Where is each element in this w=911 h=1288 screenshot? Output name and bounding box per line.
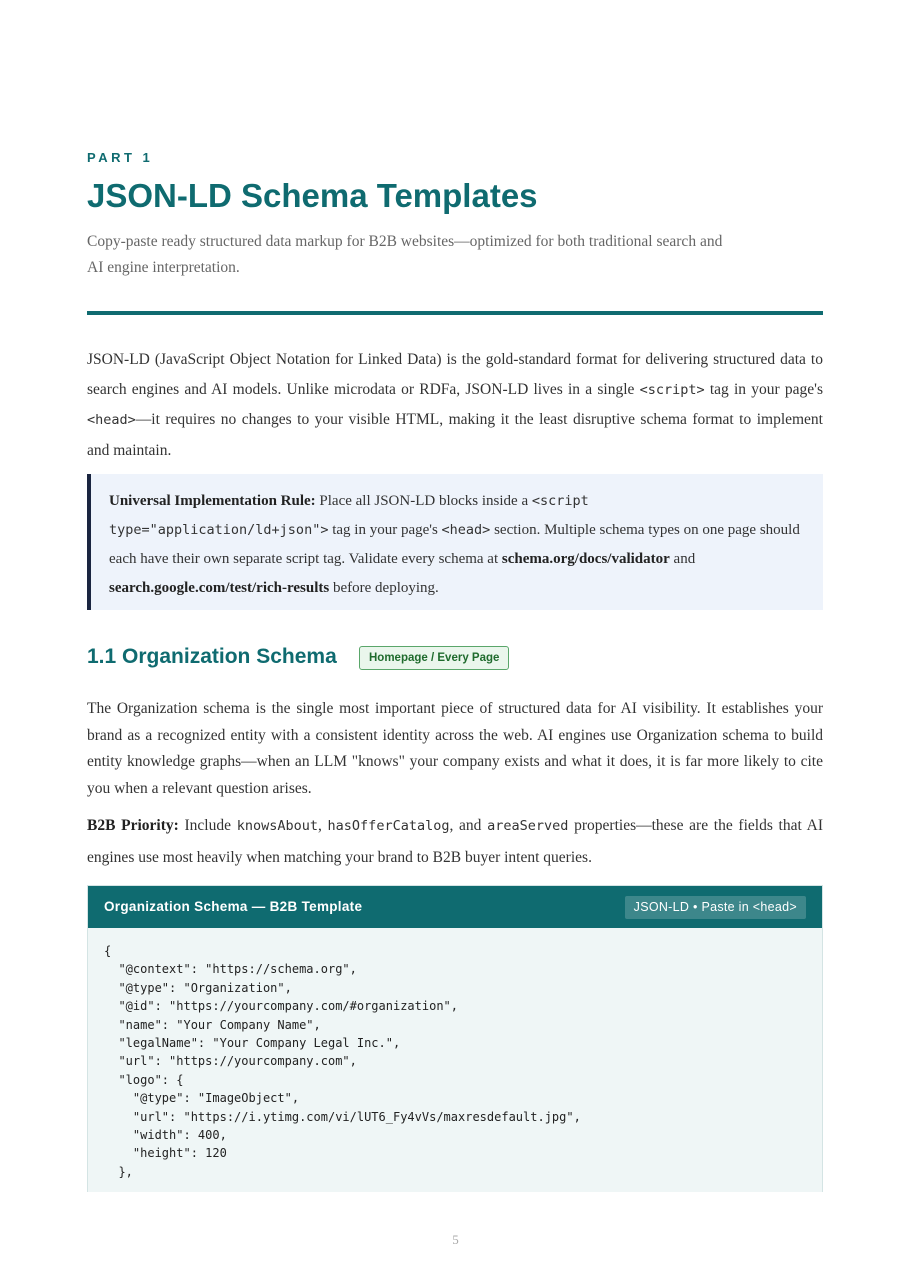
implementation-callout [87,474,823,610]
page-subtitle: Copy-paste ready structured data markup for B2B websites—optimized for both traditional search and AI engine interpretation. [87,233,723,276]
placement-badge: Homepage / Every Page [359,646,509,670]
inline-code-head: <head> [87,412,136,428]
intro-text-2: tag in your page's [704,380,823,398]
callout-text-5: before deploying. [329,580,439,596]
intro-text-3: —it requires no changes to your visible HTML, making it the least disruptive schema format to implement and maintain. [87,411,823,459]
callout-text-3: section. Multiple schema types on one page should each have their own separate script tag. Validate every schema at [109,522,800,567]
page-number: 5 [452,1232,459,1247]
section-title: 1.1 Organization Schema [87,645,337,668]
callout-code-head: <head> [441,522,491,538]
code-knowsabout: knowsAbout [236,818,318,834]
part-label: PART 1 [87,150,154,165]
priority-paragraph [87,810,823,873]
code-block-title: Organization Schema — B2B Template [104,899,363,914]
code-block-header [88,886,822,928]
callout-line-2 [109,516,803,603]
priority-text-4: properties—these are the fields that AI engines use most heavily when matching your brand to B2B buyer intent queries. [87,817,823,866]
code-content[interactable]: { "@context": "https://schema.org", "@type": "Organization", "@id": "https://yourcompany.com/#organization", "name": "Your Company Name", "legalName": "Your Company Legal Inc.", "url": "https://yourcompany.com", "logo": { "@type": "ImageObject", "url": "https://i.ytimg.com/vi/lUT6_Fy4vVs/maxresdefault.jpg", "width": 400, "height": 120 }, [104,944,581,1179]
inline-code-script: <script> [639,381,705,398]
section-paragraph: The Organization schema is the single most important piece of structured data for AI visibility. It establishes your brand as a recognized entity with a consistent identity across the web. AI engines use Organization schema to build entity knowledge graphs—when an LLM "knows" your company exists and what it does, it is far more likely to cite you when a relevant question arises. [87,700,823,797]
priority-text-3: , and [449,817,488,834]
priority-text-2: , [317,817,328,834]
priority-text-1: Include [178,817,237,834]
code-block [87,885,823,1192]
validator-link[interactable]: schema.org/docs/validator [501,551,670,567]
intro-paragraph [87,345,823,465]
code-hasoffercatalog: hasOfferCatalog [327,818,450,834]
header-divider [87,311,823,315]
callout-text-4: and [669,551,696,567]
callout-text-1: Place all JSON-LD blocks inside a [315,493,532,509]
callout-line-1 [109,487,803,516]
callout-code-script: <script [531,493,589,509]
rich-results-link[interactable]: search.google.com/test/rich-results [109,580,330,596]
code-block-tag: JSON-LD • Paste in <head> [625,896,806,919]
page-title: JSON-LD Schema Templates [87,177,538,214]
callout-text-2: tag in your page's [328,522,442,538]
code-areaserved: areaServed [487,818,569,834]
intro-text-1: JSON-LD (JavaScript Object Notation for Linked Data) is the gold-standard format for delivering structured data to search engines and AI models. Unlike microdata or RDFa, JSON-LD lives in a single [87,351,823,398]
priority-label: B2B Priority: [87,817,179,834]
callout-label: Universal Implementation Rule: [109,493,316,509]
callout-code-type: type="application/ld+json"> [109,522,329,538]
